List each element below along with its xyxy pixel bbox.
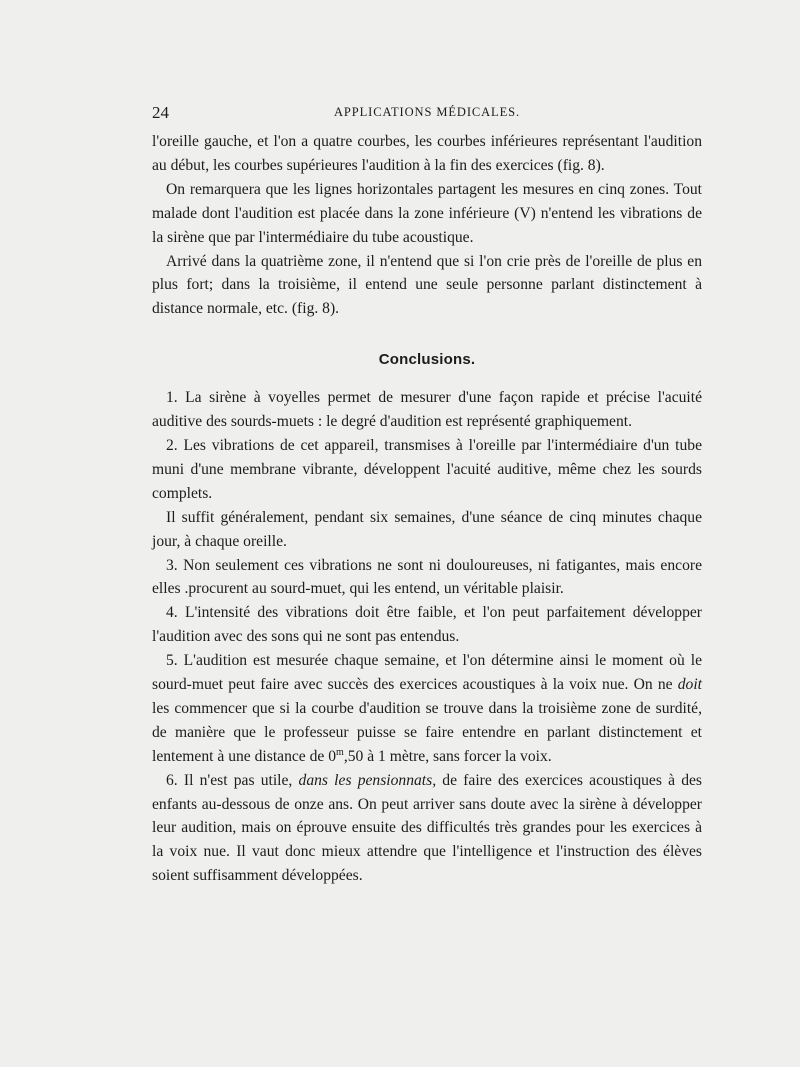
conclusion-3: 3. Non seulement ces vibrations ne sont ni douloureuses, ni fatigantes, mais encore elles .procurent au sourd-muet, qui les entend, un véritable plaisir.	[152, 556, 702, 598]
page-number: 24	[152, 103, 169, 122]
conclusion-4: 4. L'intensité des vibrations doit être faible, et l'on peut parfaitement développer l'audition avec des sons qui ne sont pas entendus.	[152, 604, 702, 646]
conclusion-6-text-a: 6. Il n'est pas utile,	[166, 771, 299, 789]
conclusion-6	[152, 769, 702, 889]
meter-superscript: m	[336, 746, 344, 758]
page-body	[152, 130, 702, 888]
intro-paragraph-3: Arrivé dans la quatrième zone, il n'entend que si l'on crie près de l'oreille de plus en plus fort; dans la troisième, il entend une seule personne parlant distinctement à distance normale, etc. (fig. 8).	[152, 252, 702, 318]
page-header	[152, 103, 702, 123]
conclusion-1: 1. La sirène à voyelles permet de mesurer d'une façon rapide et précise l'acuité auditive des sourds-muets : le degré d'audition est représenté graphiquement.	[152, 389, 702, 431]
running-head: APPLICATIONS MÉDICALES.	[334, 105, 520, 119]
section-heading: Conclusions.	[378, 351, 476, 369]
conclusion-5	[152, 649, 702, 769]
intro-paragraph-2: On remarquera que les lignes horizontales partagent les mesures en cinq zones. Tout malade dont l'audition est placée dans la zone inférieure (V) n'entend les vibrations de la sirène que par l'intermédiaire du tube acoustique.	[152, 180, 702, 246]
intro-paragraph-1: l'oreille gauche, et l'on a quatre courbes, les courbes inférieures représentant l'audition au début, les courbes supérieures l'audition à la fin des exercices (fig. 8).	[152, 133, 702, 174]
conclusion-2-note: Il suffit généralement, pendant six semaines, d'une séance de cinq minutes chaque jour, à chaque oreille.	[152, 508, 702, 550]
conclusion-6-emphasis: dans les pensionnats,	[298, 771, 437, 789]
conclusion-5-emphasis: doit	[677, 676, 702, 694]
conclusion-2: 2. Les vibrations de cet appareil, transmises à l'oreille par l'intermédiaire d'un tube muni d'une membrane vibrante, développent l'acuité auditive, même chez les sourds complets.	[152, 436, 702, 502]
conclusion-6-text-c: de faire des exercices acoustiques à des enfants au-dessous de onze ans. On peut arriver sans doute avec la sirène à développer leur audition, mais on éprouve ensuite des difficultés très grandes pour les exercices à la voix nue. Il vaut donc mieux attendre que l'intelligence et l'instruction des élèves soient suffisamment développées.	[152, 771, 702, 885]
conclusion-5-text-a: 5. L'audition est mesurée chaque semaine, et l'on détermine ainsi le moment où le sourd-muet peut faire avec succès des exercices acoustiques à la voix nue. On ne	[152, 652, 702, 694]
conclusion-5-text-e: ,50 à 1 mètre, sans forcer la voix.	[343, 747, 552, 765]
conclusion-5-text-c: les commencer que si la courbe d'audition se trouve dans la troisième zone de surdité, de manière que le professeur puisse se faire entendre en parlant distinctement et lentement à une distance de 0	[152, 699, 702, 765]
